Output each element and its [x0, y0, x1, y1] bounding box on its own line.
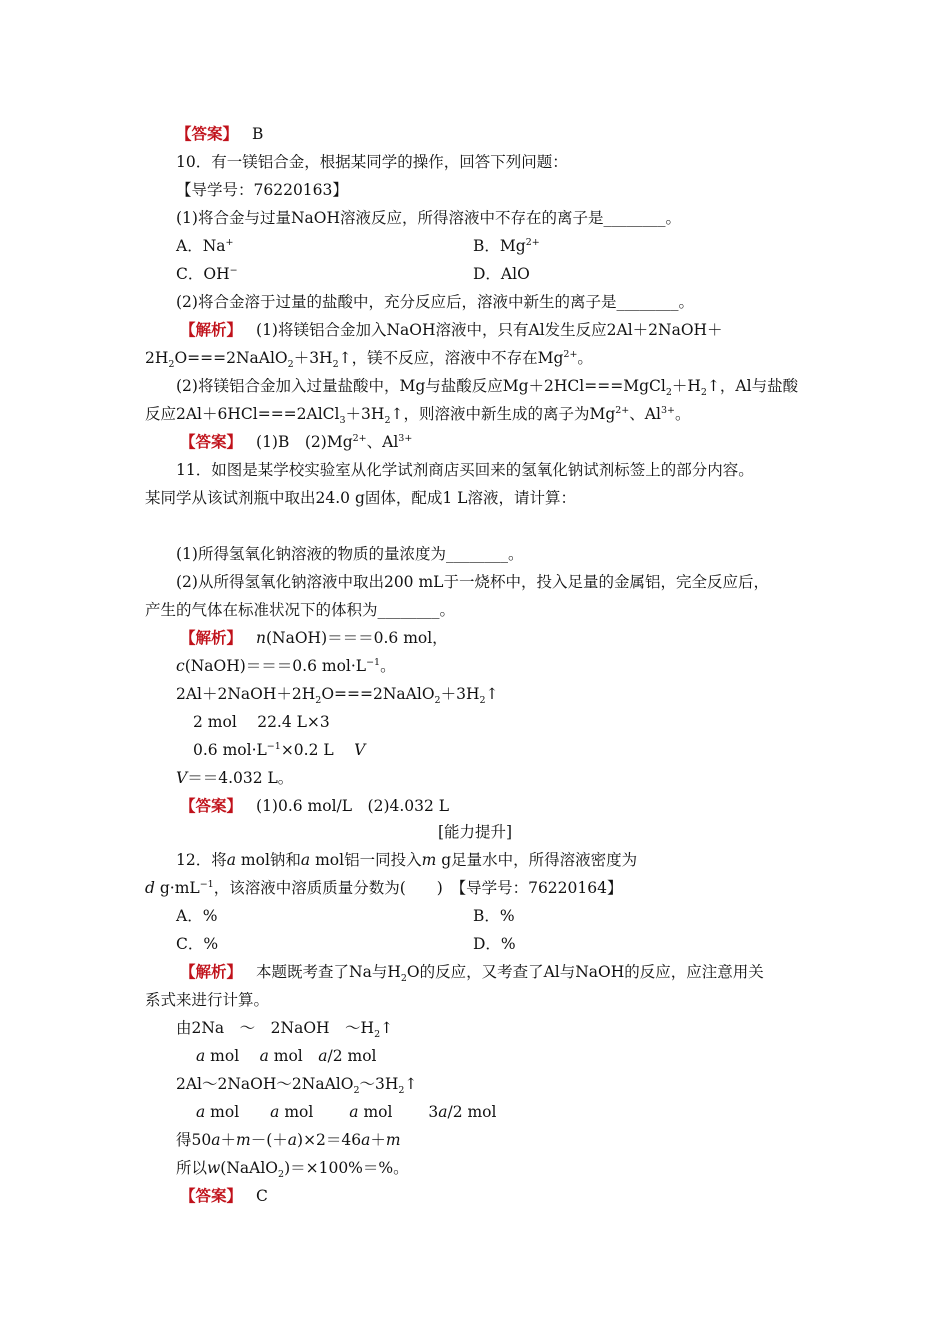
q11-analysis-line1: 【解析】 n(NaOH)＝＝＝0.6 mol， — [180, 628, 448, 647]
q11-part1: (1)所得氢氧化钠溶液的物质的量浓度为________。 — [176, 545, 524, 563]
q10-part1: (1)将合金与过量NaOH溶液反应，所得溶液中不存在的离子是________。 — [176, 209, 681, 227]
q12-relation-line1: 由2Na ～ 2NaOH $\sim H_2↑$ — [176, 1019, 394, 1041]
analysis-tag: 【解析】 — [180, 320, 243, 339]
q12-analysis-line2: 系式来进行计算。 — [145, 991, 270, 1009]
q12-options-row2 — [176, 934, 516, 954]
q10-analysis-line2: $2H_2O===2NaAlO_2+3H_2↑$，镁不反应，溶液中不存在$Mg^{2+}$。 — [145, 348, 593, 371]
option-b: B．$Mg^{2+}$ — [473, 236, 540, 255]
q10-options-row2 — [176, 264, 530, 284]
q10-stem: 10．有一镁铝合金，根据某同学的操作，回答下列问题： — [176, 153, 568, 171]
q10-analysis-line4: 反应$2Al+6HCl===2AlCl_3+3H_2↑$，则溶液中新生成的离子为$Mg^{2+}$、$Al^{3+}$。 — [145, 404, 691, 427]
answer-tag: 【答案】 — [176, 124, 239, 143]
q12-answer: 【答案】 C — [180, 1186, 268, 1205]
q11-analysis-line5: 0.6 $mol\cdot L^{-1}\times 0.2$ L V — [193, 740, 366, 759]
q11-answer: 【答案】 (1)0.6 mol/L (2)4.032 L — [180, 796, 450, 815]
option-b: B．% — [473, 907, 515, 925]
option-a: A．Na+ — [176, 236, 234, 255]
q9-answer: 【答案】 B — [176, 124, 264, 143]
q12-relation-line5: 得50a＋m－(＋a)×2＝46a＋m — [176, 1131, 401, 1149]
q11-analysis-line3: $2Al+2NaOH+2H_2O===2NaAlO_2+3H_2↑$ — [176, 685, 499, 707]
q10-options-row1 — [176, 236, 540, 256]
q12-options-row1 — [176, 906, 515, 926]
q12-stem-line2: d $g\cdot mL^{-1}$，该溶液中溶质质量分数为( ) 【导学号：76220164】 — [145, 878, 623, 897]
q11-stem-line1: 11．如图是某学校实验室从化学试剂商店买回来的氢氧化钠试剂标签上的部分内容。 — [176, 461, 754, 479]
section-heading: [能力提升] — [437, 823, 513, 841]
q10-analysis-line3: (2)将镁铝合金加入过量盐酸中，Mg与盐酸反应$Mg+2HCl===MgCl_2+H_2↑$，Al与盐酸 — [176, 377, 799, 399]
q12-relation-line3: $2Al\sim 2NaOH\sim 2NaAlO_2\sim 3H_2↑$ — [176, 1075, 418, 1097]
q10-part2: (2)将合金溶于过量的盐酸中，充分反应后，溶液中新生的离子是________。 — [176, 293, 694, 311]
q12-relation-line6: 所以w(NaAlO$_2$)＝×100%＝%。 — [176, 1159, 409, 1181]
q12-relation-line4: a mol a mol a mol 3a/2 mol — [196, 1103, 497, 1121]
q11-stem-line2: 某同学从该试剂瓶中取出24.0 g固体，配成1 L溶液，请计算： — [145, 489, 576, 507]
q10-guide-number: 【导学号：76220163】 — [176, 181, 348, 199]
option-d: D．% — [473, 935, 516, 953]
option-c: C．OH− — [176, 264, 238, 283]
q12-relation-line2: a mol a mol a/2 mol — [196, 1047, 377, 1065]
q11-analysis-line4: 2 mol 22.4 L×3 — [193, 713, 330, 731]
option-c: C．% — [176, 935, 219, 953]
option-a: A．% — [176, 907, 218, 925]
q10-answer: 【答案】 (1)B $(2)Mg^{2+}$、$Al^{3+}$ — [180, 432, 413, 451]
q11-analysis-line6: V＝＝4.032 L。 — [176, 769, 294, 787]
q10-analysis-line1: 【解析】 (1)将镁铝合金加入NaOH溶液中，只有Al发生反应2Al＋2NaOH＋ — [180, 320, 723, 339]
q12-analysis-line1: 【解析】 本题既考查了Na与$H_2O$的反应，又考查了Al与NaOH的反应，应注意用关 — [180, 962, 764, 985]
q12-stem-line1: 12．将a mol钠和a mol铝一同投入m g足量水中，所得溶液密度为 — [176, 851, 638, 869]
q11-part2-line2: 产生的气体在标准状况下的体积为________。 — [145, 601, 456, 619]
option-d: D．AlO — [473, 265, 530, 283]
q11-part2-line1: (2)从所得氢氧化钠溶液中取出200 mL于一烧杯中，投入足量的金属铝，完全反应后， — [176, 573, 769, 591]
q11-analysis-line2: c(NaOH)＝＝＝0.6 $mol\cdot L^{-1}$。 — [176, 656, 396, 675]
